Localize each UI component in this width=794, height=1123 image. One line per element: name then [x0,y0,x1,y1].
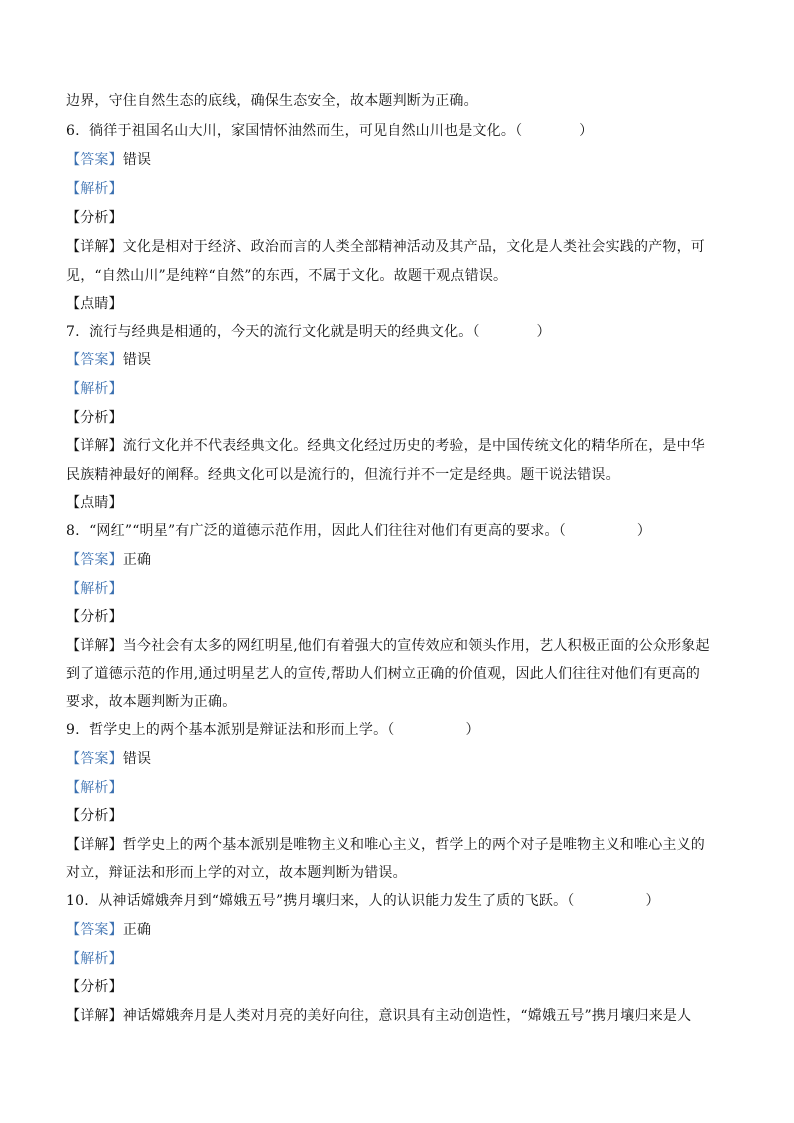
detail-line: 【详解】神话嫦娥奔月是人类对月亮的美好向往，意识具有主动创造性，“嫦娥五号”携月壤归来是人 [66,1008,692,1024]
analysis-label: 【解析】 [66,381,123,397]
answer-label: 【答案】 [66,552,123,568]
answer-label: 【答案】 [66,922,123,938]
answer-label: 【答案】 [66,152,123,168]
answer-label: 【答案】 [66,751,123,767]
fenxi-label: 【分析】 [66,808,123,824]
fenxi-label: 【分析】 [66,979,123,995]
analysis-label: 【解析】 [66,780,123,796]
detail-line: 【详解】文化是相对于经济、政治而言的人类全部精神活动及其产品，文化是人类社会实践的产物，可 [66,239,705,255]
question-6: 6. 徜徉于祖国名山大川，家国情怀油然而生，可见自然山川也是文化。（ ） [66,123,594,139]
question-9: 9. 哲学史上的两个基本派别是辩证法和形而上学。（ ） [66,722,480,738]
question-8: 8. “网红”“明星”有广泛的道德示范作用，因此人们往往对他们有更高的要求。（ ） [66,523,652,539]
text-line: 边界，守住自然生态的底线，确保生态安全，故本题判断为正确。 [66,93,478,109]
fenxi-label: 【分析】 [66,410,123,426]
answer-line: 【答案】正确 [66,552,152,568]
fenxi-label: 【分析】 [66,609,123,625]
analysis-label: 【解析】 [66,581,123,597]
dianjing-label: 【点睛】 [66,296,123,312]
detail-line: 对立，辩证法和形而上学的对立，故本题判断为错误。 [66,865,407,881]
answer-line: 【答案】错误 [66,352,152,368]
detail-line: 【详解】哲学史上的两个基本派别是唯物主义和唯心主义，哲学上的两个对子是唯物主义和唯心主义的 [66,837,705,853]
answer-line: 【答案】正确 [66,922,152,938]
detail-line: 见，“自然山川”是纯粹“自然”的东西，不属于文化。故题干观点错误。 [66,268,508,284]
analysis-label: 【解析】 [66,181,123,197]
question-10: 10. 从神话嫦娥奔月到“嫦娥五号”携月壤归来，人的认识能力发生了质的飞跃。（ ） [66,893,660,909]
dianjing-label: 【点睛】 [66,495,123,511]
answer-label: 【答案】 [66,352,123,368]
detail-line: 要求，故本题判断为正确。 [66,694,237,710]
detail-line: 【详解】流行文化并不代表经典文化。经典文化经过历史的考验，是中国传统文化的精华所在，是中华 [66,438,705,454]
answer-line: 【答案】错误 [66,751,152,767]
detail-line: 到了道德示范的作用,通过明星艺人的宣传,帮助人们树立正确的价值观，因此人们往往对他们有更高的 [66,666,701,682]
detail-line: 【详解】当今社会有太多的网红明星,他们有着强大的宣传效应和领头作用，艺人积极正面的公众形象起 [66,638,710,654]
analysis-label: 【解析】 [66,951,123,967]
detail-line: 民族精神最好的阐释。经典文化可以是流行的，但流行并不一定是经典。题干说法错误。 [66,467,620,483]
question-7: 7. 流行与经典是相通的，今天的流行文化就是明天的经典文化。（ ） [66,324,551,340]
fenxi-label: 【分析】 [66,210,123,226]
answer-line: 【答案】错误 [66,152,152,168]
